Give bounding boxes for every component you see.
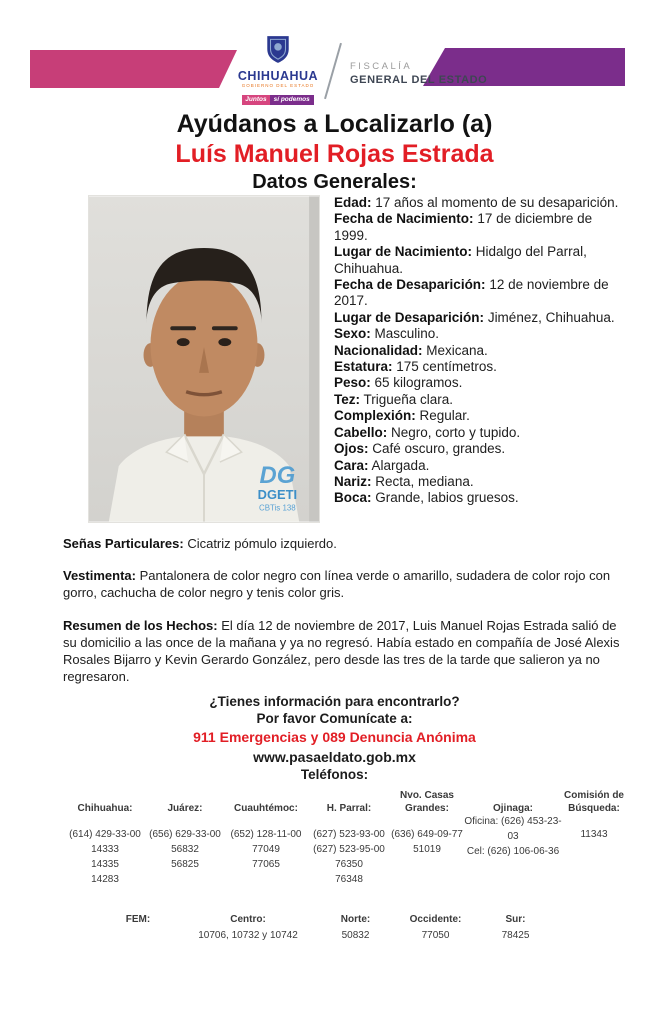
phone-city: H. Parral: [326, 803, 372, 814]
field-lugar-nacimiento [334, 244, 620, 277]
field-label: Nacionalidad: [334, 342, 423, 358]
field-edad [334, 195, 620, 211]
field-label: Fecha de Nacimiento: [334, 211, 474, 227]
phone-number: (614) 429-33-00 [69, 829, 141, 840]
header [0, 0, 669, 106]
shirt-monogram: DG [259, 461, 296, 489]
field-label: Tez: [334, 391, 360, 407]
field-label: Ojos: [334, 441, 369, 457]
phone-col-juarez [145, 789, 225, 887]
agency-line-1: FISCALÍA [350, 61, 413, 72]
field-nariz [334, 474, 620, 490]
field-estatura [334, 359, 620, 375]
field-value: Masculino. [374, 326, 440, 342]
phone-col-norte [318, 913, 393, 943]
cta-emergency-numbers: 911 Emergencias y 089 Denuncia Anónima [193, 729, 476, 745]
shirt-logo-subtext: CBTis 138 [259, 503, 296, 513]
field-complexion [334, 408, 620, 424]
slogan-part-1: Juntos [242, 95, 269, 106]
paragraph-label: Resumen de los Hechos: [63, 618, 218, 633]
field-boca [334, 490, 620, 506]
phone-number: 10706, 10732 y 10742 [198, 930, 298, 941]
shirt-logo-text: DGETI [257, 486, 298, 502]
pink-band [30, 50, 237, 88]
field-value: Negro, corto y tupido. [391, 424, 521, 440]
phone-col-chihuahua [65, 789, 145, 887]
cta-website: www.pasaeldato.gob.mx [253, 749, 416, 765]
field-tez [334, 392, 620, 408]
field-label: Boca: [334, 490, 372, 506]
field-label: Lugar de Desaparición: [334, 309, 485, 325]
field-cabello [334, 425, 620, 441]
phone-zone: Sur: [505, 914, 526, 925]
phone-number: 14283 [91, 874, 119, 885]
phone-number: 11343 [580, 829, 608, 840]
section-title-datos-generales: Datos Generales: [252, 171, 417, 193]
field-value: Trigueña clara. [363, 391, 454, 407]
paragraph-label: Vestimenta: [63, 568, 136, 583]
agency-line-2: GENERAL DEL ESTADO [350, 73, 488, 86]
field-label: Cara: [334, 457, 369, 473]
phone-col-sur [478, 913, 553, 943]
phone-number: (627) 523-93-00 [313, 829, 385, 840]
phone-number: 14333 [91, 844, 119, 855]
field-label: Nariz: [334, 473, 372, 489]
paragraph-resumen-hechos [63, 617, 625, 685]
logo-slogan [242, 95, 313, 106]
field-value: Grande, labios gruesos. [375, 490, 519, 506]
phone-number: Oficina: (626) 453-23-03 [464, 816, 562, 842]
field-sexo [334, 326, 620, 342]
field-label: Cabello: [334, 424, 388, 440]
field-peso [334, 375, 620, 391]
phone-number: 76350 [335, 859, 363, 870]
phone-zone: Occidente: [409, 914, 462, 925]
field-value: Recta, mediana. [375, 473, 474, 489]
logo-state-name: CHIHUAHUA [237, 69, 319, 83]
phones-table-cities [65, 789, 625, 887]
phone-zone: Norte: [340, 914, 371, 925]
field-label: Fecha de Desaparición: [334, 277, 486, 293]
phone-number: 77065 [252, 859, 280, 870]
phone-number: 51019 [413, 844, 441, 855]
field-value: Regular. [419, 408, 470, 424]
field-cara [334, 458, 620, 474]
field-value: 175 centímetros. [396, 359, 497, 375]
field-fecha-desaparicion [334, 277, 620, 310]
phone-number: 76348 [335, 874, 363, 885]
paragraph-senas-particulares [63, 535, 625, 552]
field-value: Alargada. [371, 457, 430, 473]
phone-col-cuauhtemoc [225, 789, 307, 887]
phone-col-occidente [393, 913, 478, 943]
paragraph-vestimenta [63, 567, 625, 601]
paragraph-text: Pantalonera de color negro con línea verde o amarillo, sudadera de color rojo con gorro, cachucha de color negro y tenis color gris. [63, 568, 611, 600]
phone-number: 56825 [171, 859, 199, 870]
phone-zone: Centro: [230, 914, 266, 925]
field-nacionalidad [334, 343, 620, 359]
phone-city: Chihuahua: [77, 803, 133, 814]
phone-city: Nvo. Casas Grandes: [400, 790, 454, 814]
phone-col-fem [98, 913, 178, 943]
main-content [88, 195, 669, 523]
cta-question: ¿Tienes información para encontrarlo? [209, 694, 460, 709]
missing-person-photo [88, 195, 320, 523]
field-value: Jiménez, Chihuahua. [487, 309, 615, 325]
phone-col-centro [178, 913, 318, 943]
field-ojos [334, 441, 620, 457]
field-value: 17 de diciembre de 1999. [334, 211, 593, 243]
phone-city: Comisión de Búsqueda: [563, 790, 624, 814]
phone-number: 50832 [341, 930, 370, 941]
agency-name [350, 62, 487, 86]
phone-col-h-parral [307, 789, 391, 887]
cta-contact: Por favor Comunícate a: [256, 711, 413, 726]
phone-number: 14335 [91, 859, 119, 870]
field-label: Sexo: [334, 326, 371, 342]
call-to-action [0, 693, 669, 783]
state-logo [226, 34, 330, 105]
phone-number: 56832 [171, 844, 199, 855]
field-value: 65 kilogramos. [374, 375, 463, 391]
missing-person-name: Luís Manuel Rojas Estrada [175, 140, 494, 168]
general-data-list [334, 195, 620, 523]
field-label: Peso: [334, 375, 371, 391]
slogan-part-2: sí podemos [270, 95, 314, 106]
paragraph-text: Cicatriz pómulo izquierdo. [187, 536, 337, 551]
phone-col-nvo-casas-grandes [391, 789, 463, 887]
phone-number: (656) 629-33-00 [149, 829, 221, 840]
phone-number: 77049 [252, 844, 280, 855]
field-fecha-nacimiento [334, 211, 620, 244]
field-lugar-desaparicion [334, 310, 620, 326]
phone-city: Cuauhtémoc: [234, 803, 298, 814]
phones-title: Teléfonos: [300, 767, 369, 782]
page-title: Ayúdanos a Localizarlo (a) [176, 110, 493, 138]
field-label: Estatura: [334, 359, 393, 375]
paragraph-label: Señas Particulares: [63, 536, 184, 551]
logo-state-subtitle: GOBIERNO DEL ESTADO [241, 83, 315, 88]
phone-number: (636) 649-09-77 [391, 829, 463, 840]
phone-number: Cel: (626) 106-06-36 [466, 846, 560, 857]
phone-number: 78425 [501, 930, 530, 941]
field-label: Complexión: [334, 408, 416, 424]
phone-col-comision-busqueda [563, 789, 625, 887]
phone-city: Juárez: [167, 803, 203, 814]
chihuahua-shield-icon [265, 34, 291, 64]
phone-number: 77050 [421, 930, 450, 941]
field-value: 12 de noviembre de 2017. [334, 277, 609, 309]
phone-zone: FEM: [125, 914, 151, 925]
phone-city: Ojinaga: [492, 803, 533, 814]
field-label: Lugar de Nacimiento: [334, 244, 473, 260]
field-value: Café oscuro, grandes. [372, 441, 506, 457]
field-value: 17 años al momento de su desaparición. [375, 195, 619, 210]
paragraph-text: El día 12 de noviembre de 2017, Luis Manuel Rojas Estrada salió de su domicilio a las once de la mañana y ya no regresó. Había estado en compañía de José Alexis Rosales Bijarro y Kevin Gerardo González, pero desde las tres de la tarde que salieron ya no regresaron. [63, 618, 620, 684]
phones-table-zones [98, 913, 669, 943]
field-value: Hidalgo del Parral, Chihuahua. [334, 244, 587, 276]
field-label: Edad: [334, 195, 372, 210]
phone-number: (627) 523-95-00 [313, 844, 385, 855]
phone-col-ojinaga [463, 789, 563, 887]
field-value: Mexicana. [426, 342, 488, 358]
phone-number: (652) 128-11-00 [230, 829, 302, 840]
